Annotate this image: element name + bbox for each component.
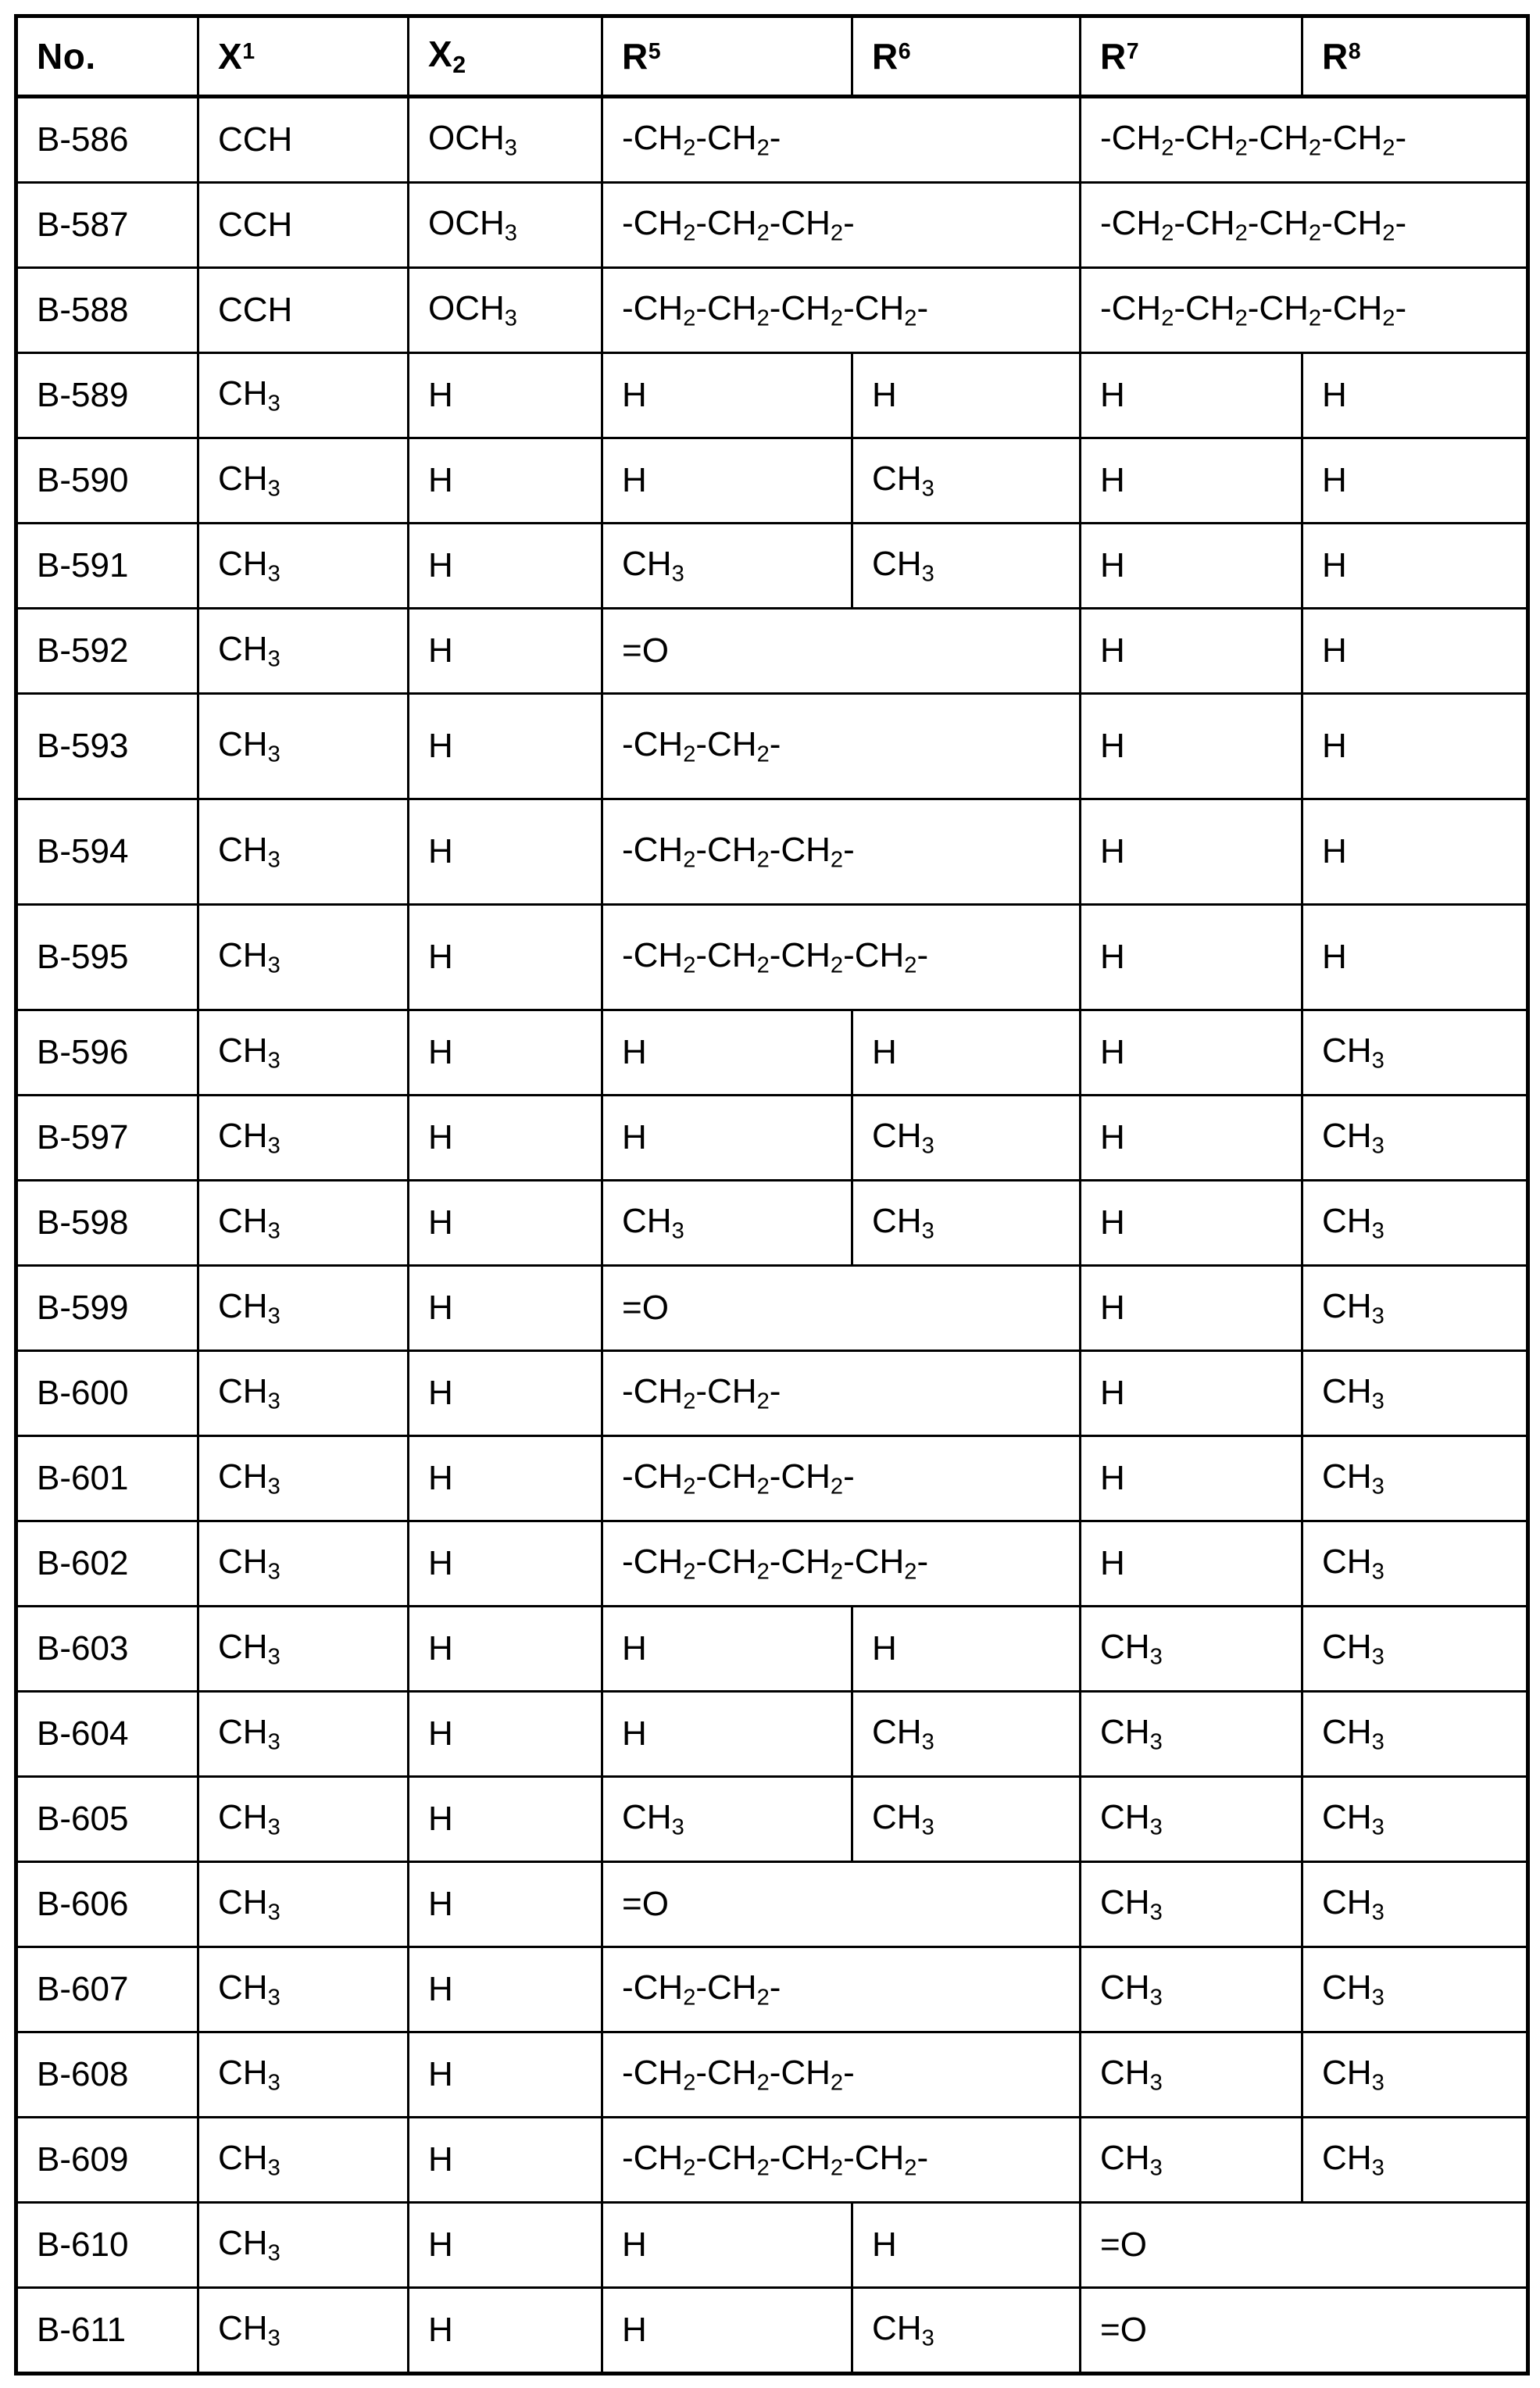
cell-no: B-604 — [16, 1692, 198, 1777]
cell-r5-r6-merged: $-CH_2-CH_2-$ — [602, 1351, 1081, 1436]
cell-no: B-607 — [16, 1947, 198, 2032]
cell-r5: H — [602, 2288, 852, 2374]
cell-x1: $CH_3$ — [198, 1521, 409, 1607]
header-label: R — [872, 35, 899, 77]
table-row — [16, 1010, 1528, 1096]
cell-r5: $CH_3$ — [602, 524, 852, 609]
cell-x1: $CH_3$ — [198, 1777, 409, 1862]
cell-r5: $CH_3$ — [602, 1777, 852, 1862]
cell-r8: H — [1302, 524, 1528, 609]
cell-x1: $CH_3$ — [198, 1862, 409, 1947]
cell-r7: $CH_3$ — [1081, 1777, 1302, 1862]
cell-r8: H — [1302, 799, 1528, 905]
cell-r8: H — [1302, 438, 1528, 524]
cell-x2: H — [409, 524, 602, 609]
header-superscript: 8 — [1348, 38, 1361, 64]
cell-x2: $OCH_3$ — [409, 183, 602, 268]
cell-r8: $CH_3$ — [1302, 1181, 1528, 1266]
cell-x2: H — [409, 2118, 602, 2203]
cell-r8: $CH_3$ — [1302, 1692, 1528, 1777]
cell-r5: H — [602, 1096, 852, 1181]
cell-x1: CCH — [198, 183, 409, 268]
cell-x1: $CH_3$ — [198, 2203, 409, 2288]
cell-x1: $CH_3$ — [198, 905, 409, 1010]
table-row — [16, 353, 1528, 438]
cell-r6: $CH_3$ — [852, 1692, 1081, 1777]
table-row — [16, 1351, 1528, 1436]
cell-x1: $CH_3$ — [198, 1692, 409, 1777]
header-row — [16, 16, 1528, 97]
cell-r7-r8-merged: $-CH_2-CH_2-CH_2-CH_2-$ — [1081, 183, 1528, 268]
cell-r7: $CH_3$ — [1081, 2032, 1302, 2118]
cell-r7-r8-merged: =O — [1081, 2288, 1528, 2374]
table-row — [16, 694, 1528, 799]
table-row — [16, 905, 1528, 1010]
cell-x2: H — [409, 1351, 602, 1436]
cell-x2: H — [409, 1692, 602, 1777]
cell-r7: H — [1081, 1010, 1302, 1096]
cell-r7-r8-merged: $-CH_2-CH_2-CH_2-CH_2-$ — [1081, 268, 1528, 353]
cell-r7: H — [1081, 799, 1302, 905]
cell-r8: $CH_3$ — [1302, 1010, 1528, 1096]
cell-no: B-599 — [16, 1266, 198, 1351]
cell-x1: CCH — [198, 268, 409, 353]
cell-no: B-606 — [16, 1862, 198, 1947]
cell-x2: H — [409, 1607, 602, 1692]
cell-r5-r6-merged: $-CH_2-CH_2-CH_2-CH_2-$ — [602, 1521, 1081, 1607]
cell-x2: H — [409, 1947, 602, 2032]
cell-x2: H — [409, 2288, 602, 2374]
cell-r7-r8-merged: =O — [1081, 2203, 1528, 2288]
cell-no: B-587 — [16, 183, 198, 268]
header-label: R — [622, 35, 649, 77]
cell-r7: H — [1081, 694, 1302, 799]
cell-x2: H — [409, 2203, 602, 2288]
cell-r8: H — [1302, 694, 1528, 799]
cell-r5: H — [602, 1010, 852, 1096]
cell-x2: H — [409, 799, 602, 905]
cell-r8: $CH_3$ — [1302, 1096, 1528, 1181]
cell-x2: H — [409, 1436, 602, 1521]
cell-x2: H — [409, 438, 602, 524]
cell-r8: $CH_3$ — [1302, 2118, 1528, 2203]
cell-r8: H — [1302, 609, 1528, 694]
table-row — [16, 97, 1528, 183]
cell-x1: $CH_3$ — [198, 1607, 409, 1692]
cell-r8: $CH_3$ — [1302, 1947, 1528, 2032]
cell-no: B-605 — [16, 1777, 198, 1862]
cell-x1: $CH_3$ — [198, 1266, 409, 1351]
table-row — [16, 2118, 1528, 2203]
cell-r7: H — [1081, 1096, 1302, 1181]
header-superscript: 7 — [1126, 38, 1139, 64]
cell-r7: $CH_3$ — [1081, 1607, 1302, 1692]
cell-x1: $CH_3$ — [198, 609, 409, 694]
cell-r6: H — [852, 2203, 1081, 2288]
cell-x1: $CH_3$ — [198, 524, 409, 609]
cell-no: B-603 — [16, 1607, 198, 1692]
table-row — [16, 1947, 1528, 2032]
cell-r8: $CH_3$ — [1302, 1266, 1528, 1351]
cell-no: B-586 — [16, 97, 198, 183]
cell-r8: H — [1302, 353, 1528, 438]
cell-r5-r6-merged: =O — [602, 1862, 1081, 1947]
header-label: No. — [37, 35, 96, 77]
cell-no: B-611 — [16, 2288, 198, 2374]
cell-r7: H — [1081, 609, 1302, 694]
cell-r8: $CH_3$ — [1302, 1436, 1528, 1521]
table-header — [16, 16, 1528, 97]
cell-x1: $CH_3$ — [198, 1947, 409, 2032]
table-row — [16, 1777, 1528, 1862]
cell-r5: H — [602, 1692, 852, 1777]
cell-r5: H — [602, 438, 852, 524]
cell-r5-r6-merged: $-CH_2-CH_2-$ — [602, 1947, 1081, 2032]
header-label: R — [1322, 35, 1349, 77]
column-header-r5 — [602, 16, 852, 97]
cell-x2: H — [409, 1010, 602, 1096]
cell-r5: H — [602, 353, 852, 438]
cell-r5: H — [602, 2203, 852, 2288]
cell-r8: $CH_3$ — [1302, 1862, 1528, 1947]
table-row — [16, 268, 1528, 353]
cell-no: B-588 — [16, 268, 198, 353]
cell-no: B-591 — [16, 524, 198, 609]
header-label: R — [1100, 35, 1127, 77]
cell-r6: $CH_3$ — [852, 1181, 1081, 1266]
cell-x2: H — [409, 1096, 602, 1181]
cell-x2: H — [409, 2032, 602, 2118]
cell-x1: $CH_3$ — [198, 1096, 409, 1181]
table-row — [16, 1096, 1528, 1181]
cell-x2: H — [409, 694, 602, 799]
cell-r7: H — [1081, 1436, 1302, 1521]
column-header-r8 — [1302, 16, 1528, 97]
cell-x2: H — [409, 1181, 602, 1266]
cell-r5-r6-merged: $-CH_2-CH_2-$ — [602, 694, 1081, 799]
cell-no: B-610 — [16, 2203, 198, 2288]
header-superscript: 5 — [648, 38, 661, 64]
cell-r8: $CH_3$ — [1302, 1521, 1528, 1607]
cell-r8: $CH_3$ — [1302, 1777, 1528, 1862]
cell-x2: H — [409, 1777, 602, 1862]
column-header-r7 — [1081, 16, 1302, 97]
header-label: X — [428, 33, 453, 74]
cell-r7: $CH_3$ — [1081, 1862, 1302, 1947]
cell-r6: $CH_3$ — [852, 524, 1081, 609]
cell-r6: H — [852, 1010, 1081, 1096]
header-superscript: 6 — [898, 38, 911, 64]
cell-x1: $CH_3$ — [198, 694, 409, 799]
cell-r5: H — [602, 1607, 852, 1692]
table-row — [16, 799, 1528, 905]
table-row — [16, 1862, 1528, 1947]
table-row — [16, 183, 1528, 268]
cell-x2: H — [409, 353, 602, 438]
cell-r7: H — [1081, 1351, 1302, 1436]
cell-r7: H — [1081, 1266, 1302, 1351]
cell-no: B-609 — [16, 2118, 198, 2203]
column-header-no — [16, 16, 198, 97]
table-row — [16, 2288, 1528, 2374]
cell-r6: $CH_3$ — [852, 1096, 1081, 1181]
cell-no: B-590 — [16, 438, 198, 524]
cell-no: B-602 — [16, 1521, 198, 1607]
cell-no: B-600 — [16, 1351, 198, 1436]
cell-r6: H — [852, 1607, 1081, 1692]
cell-x2: $OCH_3$ — [409, 268, 602, 353]
column-header-x1 — [198, 16, 409, 97]
cell-no: B-589 — [16, 353, 198, 438]
table-row — [16, 1181, 1528, 1266]
table-row — [16, 609, 1528, 694]
cell-no: B-593 — [16, 694, 198, 799]
cell-r7: H — [1081, 438, 1302, 524]
cell-x1: $CH_3$ — [198, 1181, 409, 1266]
table-row — [16, 1436, 1528, 1521]
cell-r7-r8-merged: $-CH_2-CH_2-CH_2-CH_2-$ — [1081, 97, 1528, 183]
cell-x1: $CH_3$ — [198, 1010, 409, 1096]
cell-no: B-595 — [16, 905, 198, 1010]
cell-x1: $CH_3$ — [198, 353, 409, 438]
cell-no: B-597 — [16, 1096, 198, 1181]
cell-r5-r6-merged: $-CH_2-CH_2-CH_2-$ — [602, 1436, 1081, 1521]
cell-r5-r6-merged: $-CH_2-CH_2-CH_2-$ — [602, 799, 1081, 905]
table-row — [16, 1607, 1528, 1692]
table-body — [16, 97, 1528, 2374]
cell-r7: H — [1081, 524, 1302, 609]
table-row — [16, 1521, 1528, 1607]
cell-no: B-608 — [16, 2032, 198, 2118]
cell-r6: H — [852, 353, 1081, 438]
table-row — [16, 2203, 1528, 2288]
cell-x1: $CH_3$ — [198, 2118, 409, 2203]
cell-r5-r6-merged: =O — [602, 609, 1081, 694]
cell-r6: $CH_3$ — [852, 2288, 1081, 2374]
cell-x2: H — [409, 1862, 602, 1947]
cell-r5-r6-merged: $-CH_2-CH_2-CH_2-CH_2-$ — [602, 905, 1081, 1010]
cell-no: B-594 — [16, 799, 198, 905]
cell-r7: H — [1081, 353, 1302, 438]
cell-x2: $OCH_3$ — [409, 97, 602, 183]
cell-r5-r6-merged: $-CH_2-CH_2-CH_2-CH_2-$ — [602, 2118, 1081, 2203]
cell-no: B-592 — [16, 609, 198, 694]
cell-r5-r6-merged: =O — [602, 1266, 1081, 1351]
cell-r7: $CH_3$ — [1081, 1692, 1302, 1777]
cell-r6: $CH_3$ — [852, 1777, 1081, 1862]
cell-r8: $CH_3$ — [1302, 2032, 1528, 2118]
header-subscript: 2 — [452, 52, 466, 78]
cell-r5-r6-merged: $-CH_2-CH_2-CH_2-$ — [602, 2032, 1081, 2118]
cell-r5-r6-merged: $-CH_2-CH_2-CH_2-CH_2-$ — [602, 268, 1081, 353]
cell-r7: H — [1081, 1181, 1302, 1266]
header-label: X — [218, 35, 243, 77]
column-header-r6 — [852, 16, 1081, 97]
cell-r7: H — [1081, 1521, 1302, 1607]
header-superscript: 1 — [242, 38, 255, 64]
cell-r5: $CH_3$ — [602, 1181, 852, 1266]
table-row — [16, 524, 1528, 609]
cell-r7: $CH_3$ — [1081, 2118, 1302, 2203]
cell-x1: CCH — [198, 97, 409, 183]
cell-x1: $CH_3$ — [198, 2288, 409, 2374]
cell-x1: $CH_3$ — [198, 438, 409, 524]
cell-x1: $CH_3$ — [198, 1436, 409, 1521]
table-row — [16, 438, 1528, 524]
cell-x2: H — [409, 1266, 602, 1351]
cell-r8: $CH_3$ — [1302, 1351, 1528, 1436]
cell-x1: $CH_3$ — [198, 799, 409, 905]
cell-r6: $CH_3$ — [852, 438, 1081, 524]
cell-r7: $CH_3$ — [1081, 1947, 1302, 2032]
cell-x2: H — [409, 1521, 602, 1607]
cell-r8: $CH_3$ — [1302, 1607, 1528, 1692]
cell-x2: H — [409, 905, 602, 1010]
cell-x2: H — [409, 609, 602, 694]
cell-no: B-596 — [16, 1010, 198, 1096]
cell-r7: H — [1081, 905, 1302, 1010]
cell-r8: H — [1302, 905, 1528, 1010]
cell-no: B-601 — [16, 1436, 198, 1521]
cell-x1: $CH_3$ — [198, 1351, 409, 1436]
cell-r5-r6-merged: $-CH_2-CH_2-$ — [602, 97, 1081, 183]
cell-x1: $CH_3$ — [198, 2032, 409, 2118]
column-header-x2 — [409, 16, 602, 97]
table-row — [16, 2032, 1528, 2118]
cell-no: B-598 — [16, 1181, 198, 1266]
table-row — [16, 1692, 1528, 1777]
cell-r5-r6-merged: $-CH_2-CH_2-CH_2-$ — [602, 183, 1081, 268]
table-row — [16, 1266, 1528, 1351]
substituent-table — [14, 14, 1530, 2375]
